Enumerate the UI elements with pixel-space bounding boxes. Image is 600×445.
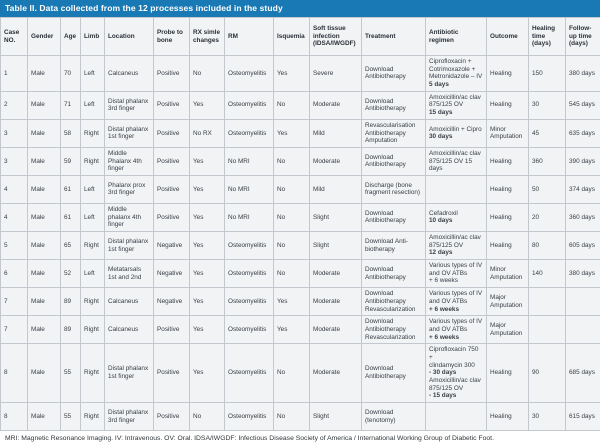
table-cell: Severe: [310, 56, 362, 92]
table-cell: Positive: [154, 344, 190, 403]
table-cell: Download Anti-biotherapy: [362, 232, 426, 260]
table-cell: 635 days: [566, 119, 600, 147]
table-cell: 390 days: [566, 147, 600, 175]
table-cell: Osteomyelitis: [225, 91, 274, 119]
table-cell: Major Amputation: [487, 316, 529, 344]
table-cell: Amoxicillin/ac clav 875/125 OV 15 days: [426, 91, 487, 119]
table-cell: 52: [61, 260, 81, 288]
table-cell: Calcaneus: [105, 316, 154, 344]
table-cell: Yes: [190, 147, 225, 175]
column-header: Outcome: [487, 18, 529, 56]
table-cell: Male: [28, 403, 61, 431]
table-cell: 90: [529, 344, 566, 403]
table-cell: Moderate: [310, 316, 362, 344]
table-cell: Left: [81, 260, 105, 288]
table-cell: 50: [529, 175, 566, 203]
table-cell: Slight: [310, 203, 362, 231]
table-cell: Positive: [154, 316, 190, 344]
table-row: [1, 260, 600, 288]
table-cell: 4: [1, 203, 28, 231]
table-cell: Right: [81, 288, 105, 316]
table-cell: Male: [28, 344, 61, 403]
table-cell: [566, 288, 600, 316]
table-cell: Amoxicillin/ac clav 875/125 OV 12 days: [426, 232, 487, 260]
table-cell: 2: [1, 91, 28, 119]
column-header: Follow-up time (days): [566, 18, 600, 56]
table-cell: 150: [529, 56, 566, 92]
column-header: Isquemia: [274, 18, 310, 56]
table-cell: 605 days: [566, 232, 600, 260]
table-cell: Osteomyelitis: [225, 403, 274, 431]
table-cell: Distal phalanx 3rd finger: [105, 91, 154, 119]
table-cell: Various types of IV and OV ATBs + 6 weeks: [426, 288, 487, 316]
table-cell: No: [190, 403, 225, 431]
table-cell: Distal phalanx 1st finger: [105, 344, 154, 403]
table-cell: [566, 316, 600, 344]
table-cell: Yes: [190, 344, 225, 403]
table-cell: 380 days: [566, 56, 600, 92]
table-cell: Right: [81, 344, 105, 403]
table-cell: Left: [81, 56, 105, 92]
table-cell: Download Antibiotherapy: [362, 260, 426, 288]
table-cell: Right: [81, 316, 105, 344]
table-cell: Moderate: [310, 288, 362, 316]
table-cell: Osteomyelitis: [225, 344, 274, 403]
table-cell: Osteomyelitis: [225, 288, 274, 316]
table-cell: Osteomyelitis: [225, 316, 274, 344]
table-cell: 6: [1, 260, 28, 288]
table-cell: Negative: [154, 260, 190, 288]
table-cell: 55: [61, 403, 81, 431]
table-cell: No MRI: [225, 147, 274, 175]
table-cell: 1: [1, 56, 28, 92]
table-cell: 3: [1, 119, 28, 147]
table-row: [1, 288, 600, 316]
table-cell: Right: [81, 119, 105, 147]
table-cell: 89: [61, 316, 81, 344]
table-cell: 30: [529, 403, 566, 431]
table-cell: Male: [28, 232, 61, 260]
table-cell: 360: [529, 147, 566, 175]
table-cell: Healing: [487, 56, 529, 92]
table-cell: 7: [1, 288, 28, 316]
table-cell: Minor Amputation: [487, 119, 529, 147]
table-cell: Positive: [154, 56, 190, 92]
table-cell: 5: [1, 232, 28, 260]
table-cell: No: [274, 403, 310, 431]
table-cell: Healing: [487, 147, 529, 175]
table-cell: Distal phalanx 1st finger: [105, 119, 154, 147]
table-cell: Yes: [274, 119, 310, 147]
table-cell: Osteomyelitis: [225, 260, 274, 288]
table-cell: Middle Phalanx 4th finger: [105, 147, 154, 175]
column-header: Gender: [28, 18, 61, 56]
table-cell: Download Antibiotherapy: [362, 56, 426, 92]
table-cell: Download Antibiotherapy: [362, 203, 426, 231]
table-cell: Yes: [190, 232, 225, 260]
table-cell: 8: [1, 403, 28, 431]
table-cell: 89: [61, 288, 81, 316]
table-cell: Positive: [154, 175, 190, 203]
table-cell: Male: [28, 175, 61, 203]
table-cell: No MRI: [225, 175, 274, 203]
table-cell: Various types of IV and OV ATBs + 6 weeks: [426, 260, 487, 288]
table-cell: Right: [81, 403, 105, 431]
table-cell: Positive: [154, 91, 190, 119]
table-cell: 58: [61, 119, 81, 147]
table-cell: No: [274, 91, 310, 119]
table-cell: Positive: [154, 203, 190, 231]
table-cell: 20: [529, 203, 566, 231]
table-cell: No: [274, 175, 310, 203]
table-cell: 360 days: [566, 203, 600, 231]
footnote: MRI: Magnetic Resonance Imaging. IV: Intravenous. OV: Oral. IDSA/IWGDF: Infectious Disease Society of America / International Working Group of Diabetic Foot.: [0, 431, 600, 445]
column-header: Antibiotic regimen: [426, 18, 487, 56]
table-cell: 61: [61, 203, 81, 231]
table-cell: 615 days: [566, 403, 600, 431]
table-cell: Slight: [310, 232, 362, 260]
table-cell: Healing: [487, 344, 529, 403]
table-cell: Positive: [154, 403, 190, 431]
column-header: Limb: [81, 18, 105, 56]
table-cell: Right: [81, 232, 105, 260]
table-cell: Calcaneus: [105, 56, 154, 92]
table-cell: Male: [28, 203, 61, 231]
column-header: Age: [61, 18, 81, 56]
table-cell: Middle phalanx 4th finger: [105, 203, 154, 231]
table-cell: 70: [61, 56, 81, 92]
table-cell: Yes: [190, 203, 225, 231]
table-cell: Yes: [274, 56, 310, 92]
table-cell: 71: [61, 91, 81, 119]
table-cell: Negative: [154, 288, 190, 316]
column-header: Treatment: [362, 18, 426, 56]
table-cell: Left: [81, 203, 105, 231]
table-cell: [426, 175, 487, 203]
column-header: Probe to bone: [154, 18, 190, 56]
table-cell: Left: [81, 91, 105, 119]
table-row: [1, 91, 600, 119]
table-cell: Calcaneus: [105, 288, 154, 316]
table-cell: Moderate: [310, 344, 362, 403]
table-cell: Download Antibiotherapy: [362, 147, 426, 175]
table-cell: [529, 288, 566, 316]
table-cell: 65: [61, 232, 81, 260]
table-cell: 30: [529, 91, 566, 119]
table-cell: 685 days: [566, 344, 600, 403]
table-row: [1, 175, 600, 203]
table-cell: Male: [28, 119, 61, 147]
table-cell: Slight: [310, 403, 362, 431]
table-cell: Ciprofloxacin 750 + clindamycin 300 - 30 days Amoxicillin/ac clav 875/125 OV - 15 days: [426, 344, 487, 403]
table-cell: Download (tenotomy): [362, 403, 426, 431]
table-cell: 45: [529, 119, 566, 147]
table-cell: Ciprofloxacin + Cotrimoxazole + Metronidazole – IV 5 days: [426, 56, 487, 92]
table-cell: Metatarsals 1st and 2nd: [105, 260, 154, 288]
table-cell: 140: [529, 260, 566, 288]
table-cell: Download Antibiotherapy: [362, 91, 426, 119]
table-cell: Download Antibiotherapy: [362, 344, 426, 403]
table-cell: 4: [1, 175, 28, 203]
table-cell: Male: [28, 56, 61, 92]
table-cell: 545 days: [566, 91, 600, 119]
table-cell: Download Antibiotherapy Revascularization: [362, 316, 426, 344]
table-cell: 8: [1, 344, 28, 403]
table-cell: No: [190, 56, 225, 92]
table-cell: Healing: [487, 403, 529, 431]
header-row: [1, 18, 600, 56]
table-cell: Male: [28, 288, 61, 316]
table-cell: Discharge (bone fragment resection): [362, 175, 426, 203]
table-cell: Male: [28, 316, 61, 344]
table-cell: Osteomyelitis: [225, 56, 274, 92]
table-cell: Mild: [310, 175, 362, 203]
table-cell: Minor Amputation: [487, 260, 529, 288]
table-cell: 374 days: [566, 175, 600, 203]
table-cell: Left: [81, 175, 105, 203]
column-header: Healing time (days): [529, 18, 566, 56]
table-cell: Revascularisation Antibiotherapy Amputation: [362, 119, 426, 147]
table-cell: No: [274, 147, 310, 175]
table-title: Table II. Data collected from the 12 processes included in the study: [0, 0, 600, 17]
table-cell: Cefadroxil 10 days: [426, 203, 487, 231]
table-cell: Various types of IV and OV ATBs + 6 weeks: [426, 316, 487, 344]
table-cell: 59: [61, 147, 81, 175]
table-cell: Negative: [154, 232, 190, 260]
table-cell: Male: [28, 147, 61, 175]
table-cell: Yes: [190, 288, 225, 316]
table-cell: Amoxicillin + Cipro 30 days: [426, 119, 487, 147]
table-cell: No MRI: [225, 203, 274, 231]
table-cell: Yes: [190, 91, 225, 119]
data-table: [0, 17, 600, 431]
table-cell: Right: [81, 147, 105, 175]
table-cell: Yes: [190, 175, 225, 203]
table-cell: Yes: [190, 260, 225, 288]
table-row: [1, 344, 600, 403]
table-cell: 61: [61, 175, 81, 203]
table-cell: Distal phalanx 3rd finger: [105, 403, 154, 431]
table-cell: Yes: [274, 316, 310, 344]
table-row: [1, 119, 600, 147]
table-cell: Distal phalanx 1st finger: [105, 232, 154, 260]
table-cell: Moderate: [310, 91, 362, 119]
table-row: [1, 403, 600, 431]
table-cell: 7: [1, 316, 28, 344]
table-cell: Yes: [190, 316, 225, 344]
table-cell: No: [274, 344, 310, 403]
table-row: [1, 147, 600, 175]
table-cell: No RX: [190, 119, 225, 147]
table-cell: Download Antibiotherapy Revascularization: [362, 288, 426, 316]
table-row: [1, 232, 600, 260]
table-cell: Moderate: [310, 147, 362, 175]
table-cell: Healing: [487, 175, 529, 203]
table-cell: Phalanx prox 3rd finger: [105, 175, 154, 203]
table-cell: Healing: [487, 232, 529, 260]
table-cell: Mild: [310, 119, 362, 147]
table-cell: Yes: [274, 288, 310, 316]
table-cell: 3: [1, 147, 28, 175]
table-cell: Major Amputation: [487, 288, 529, 316]
table-cell: Positive: [154, 119, 190, 147]
table-cell: [529, 316, 566, 344]
table-row: [1, 56, 600, 92]
table-cell: Amoxicillin/ac clav 875/125 OV 15 days: [426, 147, 487, 175]
table-cell: Healing: [487, 203, 529, 231]
table-cell: No: [274, 260, 310, 288]
table-cell: No: [274, 203, 310, 231]
table-cell: Moderate: [310, 260, 362, 288]
table-row: [1, 203, 600, 231]
column-header: Soft tissue infection (IDSA/IWGDF): [310, 18, 362, 56]
table-cell: 380 days: [566, 260, 600, 288]
column-header: RM: [225, 18, 274, 56]
table-cell: Positive: [154, 147, 190, 175]
table-cell: No: [274, 232, 310, 260]
table-cell: 80: [529, 232, 566, 260]
table-cell: [426, 403, 487, 431]
table-row: [1, 316, 600, 344]
table-cell: Male: [28, 260, 61, 288]
table-cell: 55: [61, 344, 81, 403]
column-header: RX simle changes: [190, 18, 225, 56]
column-header: Location: [105, 18, 154, 56]
table-cell: Osteomyelitis: [225, 232, 274, 260]
table-cell: Osteomyelitis: [225, 119, 274, 147]
table-cell: Male: [28, 91, 61, 119]
column-header: Case NO.: [1, 18, 28, 56]
table-cell: Healing: [487, 91, 529, 119]
